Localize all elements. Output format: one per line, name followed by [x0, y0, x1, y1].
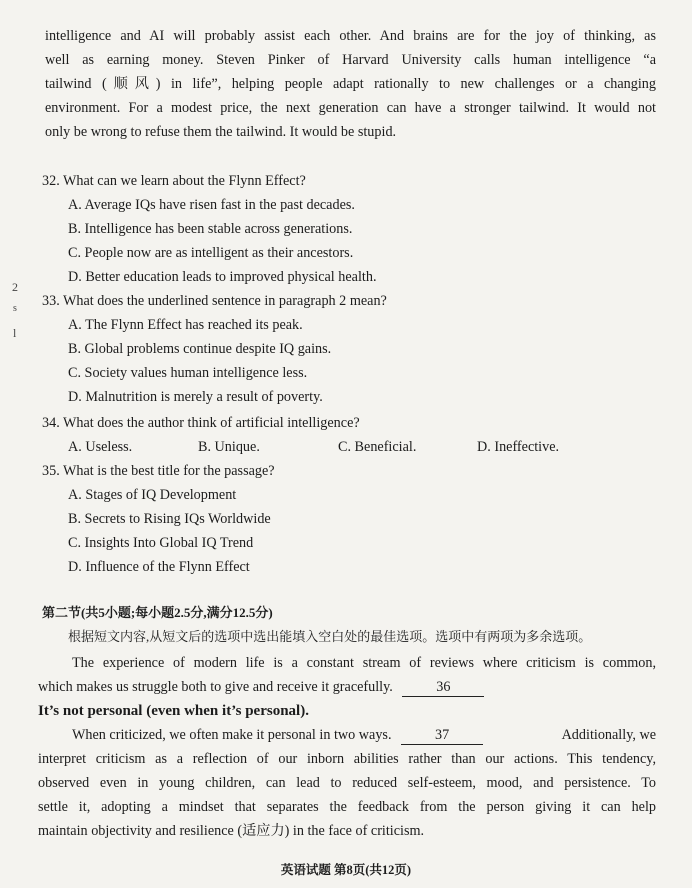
option-a[interactable]: A. Useless.: [68, 439, 133, 455]
blank-36[interactable]: 36: [402, 678, 484, 697]
option-b[interactable]: B. Global problems continue despite IQ gains.: [68, 341, 332, 357]
passage-text: which makes us struggle both to give and receive it gracefully.: [38, 679, 393, 695]
passage-line: [72, 724, 656, 746]
passage-text: Additionally, we: [561, 727, 656, 743]
paragraph-line: intelligence and AI will probably assist each other. And brains are for the joy of thinking, as: [45, 28, 656, 44]
passage-line: settle it, adopting a mindset that separates the feedback from the person giving it can help: [38, 799, 656, 815]
margin-mark: s: [13, 303, 17, 314]
option-b[interactable]: B. Secrets to Rising IQs Worldwide: [68, 511, 271, 527]
page-footer: 英语试题 第8页(共12页): [280, 863, 412, 877]
paragraph-line: tailwind (顺风) in life”, helping people adapt rationally to new challenges or a changing: [45, 76, 656, 92]
option-c[interactable]: C. Society values human intelligence less.: [68, 365, 308, 381]
paragraph-line: environment. For a modest price, the next generation can have a stronger tailwind. It would not: [45, 100, 656, 116]
question-stem: 35. What is the best title for the passage?: [42, 463, 275, 479]
option-b[interactable]: B. Intelligence has been stable across generations.: [68, 221, 353, 237]
option-c[interactable]: C. Beneficial.: [338, 439, 417, 455]
question-stem: 34. What does the author think of artificial intelligence?: [42, 415, 360, 431]
option-b[interactable]: B. Unique.: [198, 439, 260, 455]
option-c[interactable]: C. People now are as intelligent as their ancestors.: [68, 245, 354, 261]
passage-line: interpret criticism as a reflection of our inborn abilities rather than our actions. This tendency,: [38, 751, 656, 767]
question-stem: 33. What does the underlined sentence in paragraph 2 mean?: [42, 293, 387, 309]
option-d[interactable]: D. Better education leads to improved physical health.: [68, 269, 377, 285]
option-c[interactable]: C. Insights Into Global IQ Trend: [68, 535, 254, 551]
paragraph-line: well as earning money. Steven Pinker of Harvard University calls human intelligence “a: [45, 52, 656, 68]
question-stem: 32. What can we learn about the Flynn Effect?: [42, 173, 306, 189]
blank-37[interactable]: 37: [401, 726, 483, 745]
option-d[interactable]: D. Ineffective.: [477, 439, 560, 455]
paragraph-line: only be wrong to refuse them the tailwind. It would be stupid.: [45, 124, 397, 140]
passage-line: The experience of modern life is a constant stream of reviews where criticism is common,: [72, 655, 656, 671]
option-d[interactable]: D. Influence of the Flynn Effect: [68, 559, 250, 575]
option-a[interactable]: A. Stages of IQ Development: [68, 487, 237, 503]
option-a[interactable]: A. The Flynn Effect has reached its peak.: [68, 317, 303, 333]
passage-line: maintain objectivity and resilience (适应力) in the face of criticism.: [38, 823, 425, 839]
section-instruction: 根据短文内容,从短文后的选项中选出能填入空白处的最佳选项。选项中有两项为多余选项。: [68, 629, 592, 644]
passage-subheading: It’s not personal (even when it’s personal).: [38, 703, 309, 719]
section-title: 第二节(共5小题;每小题2.5分,满分12.5分): [42, 605, 273, 620]
margin-mark: l: [13, 326, 17, 340]
passage-line: [38, 676, 484, 698]
passage-line: observed even in young children, can lead to reduced self-esteem, mood, and persistence. To: [38, 775, 656, 791]
option-d[interactable]: D. Malnutrition is merely a result of poverty.: [68, 389, 323, 405]
passage-text: When criticized, we often make it personal in two ways.: [72, 727, 392, 743]
margin-mark: 2: [12, 280, 18, 294]
option-a[interactable]: A. Average IQs have risen fast in the past decades.: [68, 197, 355, 213]
